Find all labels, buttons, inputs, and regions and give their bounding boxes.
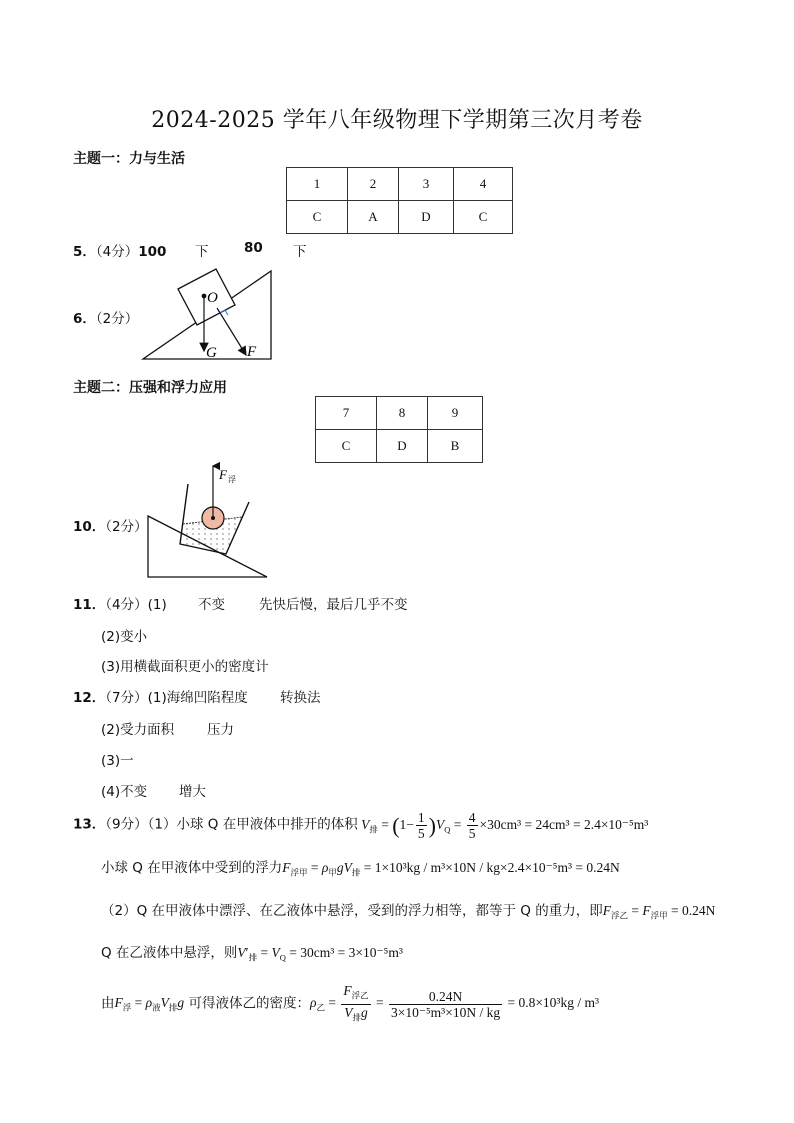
q5-number: 5． [73,244,96,260]
sub-pai: 排 [369,824,378,835]
q12-number: 12． [73,690,106,706]
answer-table-2 [315,396,483,463]
sub-q-2: Q [279,952,286,963]
q5-answer-4: 下 [293,244,307,260]
q6-score: （2分） [95,311,139,327]
sub-jia: 甲 [328,867,337,878]
sub-fuyi: 浮乙 [610,910,628,921]
table2-header: 8 [377,397,428,430]
q5-line [73,240,166,260]
label-o: O [207,290,218,306]
sub-pai-3: 排 [248,952,258,963]
page-title: 2024-2025 学年八年级物理下学期第三次月考卷 [151,108,643,133]
sub-ye: 液 [152,1002,161,1013]
q13-text-5b: 可得液体乙的密度： [188,995,310,1012]
table1-header: 3 [399,168,454,201]
table2-answer: C [316,430,377,463]
table1-answer: C [287,201,348,234]
q12-part-1: (1)海绵凹陷程度 [147,690,248,706]
q11-score: （4分） [105,597,148,613]
q11-answer-1: 不变 [198,597,225,613]
answer-table-1 [286,167,513,234]
sub-pai-4: 排 [168,1002,178,1013]
q13-eq-1: $V_排 = (1-$ $\frac{1}{5}$ )$V_Q$ = $\frac{4}{5}$ ×30cm³ = 24cm³ = 2.4×10⁻⁵m³ [361,810,649,841]
sub-fuyi-2: 浮乙 [351,990,369,1001]
q13-line-3: （2）Q 在甲液体中漂浮、在乙液体中悬浮，受到的浮力相等，都等于 Q 的重力，即$F_{浮乙} = F_{浮甲} = 0.24N$ [101,903,716,921]
q13-text-4: Q 在乙液体中悬浮，则 [101,945,238,961]
q13-eq-1-result: = 24cm³ = 2.4×10⁻⁵m³ [524,816,649,832]
q5-answer-2: 下 [195,244,209,260]
q12-answer-4b: 增大 [179,784,206,800]
q6-label [73,307,138,327]
sub-yi: 乙 [316,1002,325,1013]
q13-text-5a: 由 [101,995,115,1012]
q13-frac-num: 0.24N [389,989,502,1005]
q12-part-2: (2)受力面积 [101,722,175,738]
q5-answer-1: 100 [138,244,167,260]
table1-header: 2 [348,168,399,201]
q13-text-3: （2）Q 在甲液体中漂浮、在乙液体中悬浮，受到的浮力相等，都等于 Q 的重力，即 [101,903,603,919]
table1-header: 1 [287,168,348,201]
q13-eq-5: = 0.8×10³kg / m³ [507,995,600,1011]
q10-label [73,515,148,535]
table1-answer: A [348,201,399,234]
q13-line-2: 小球 Q 在甲液体中受到的浮力$F_{浮甲} = \rho_甲gV_排 = 1\times 10^3kg / m^3\times 10N / kg\times 2.4\times 10^{-5}m^3 = 0.24N$ [101,860,620,878]
table2-header: 7 [316,397,377,430]
table2-answer: B [428,430,483,463]
q13-line-4: Q 在乙液体中悬浮，则$V'_排 = V_Q = 30cm^3 = 3\times 10^{-5}m^3$ [101,945,403,963]
q10-score: （2分） [105,519,148,535]
label-g: G [206,345,217,361]
label-f: F [247,344,257,360]
q5-answer-3: 80 [244,240,263,256]
q13-eq-3: = 0.24N [671,903,716,918]
q12-answer-2b: 压力 [207,722,234,738]
q6-number: 6． [73,311,96,327]
q13-frac-den: 3×10⁻⁵m³×10N / kg [390,1004,501,1020]
q13-score: （9分） [105,816,148,833]
q11-number: 11． [73,597,106,613]
q11-line-1 [73,593,167,613]
q13-eq-2: = 1×10³kg / m³×10N / kg×2.4×10⁻⁵m³ = 0.24N [363,860,620,875]
table2-header: 9 [428,397,483,430]
q12-part-4: (4)不变 [101,784,148,800]
force-arrow [217,308,246,355]
table1-header: 4 [454,168,513,201]
section-heading-1: 主题一：力与生活 [73,151,185,167]
q13-text-1: （1）小球 Q 在甲液体中排开的体积 [147,816,358,833]
q12-answer-1b: 转换法 [280,690,321,706]
q6-incline-diagram [140,268,280,364]
q13-line-1 [73,810,648,841]
q13-eq-4: = 30cm³ = 3×10⁻⁵m³ [289,945,403,960]
q13-number: 13． [73,816,106,833]
q12-score: （7分） [105,690,148,706]
sub-fu: 浮 [122,1002,132,1013]
sub-pai-2: 排 [351,867,361,878]
sub-q: Q [444,824,451,835]
table2-answer: D [377,430,428,463]
q5-score: （4分） [95,244,139,260]
sub-pai-5: 排 [352,1012,361,1023]
label-f-sub: 浮 [228,475,236,484]
q11-answer-2: 先快后慢，最后几乎不变 [259,597,408,613]
q13-text-2: 小球 Q 在甲液体中受到的浮力 [101,860,283,876]
section-heading-2: 主题二：压强和浮力应用 [73,380,227,396]
sub-fujia-2: 浮甲 [650,910,668,921]
q13-line-5: 由$F_浮 = \rho_液V_排g$ 可得液体乙的密度：$\rho_乙$ = $\frac{F_{浮乙}}{V_排g}$ = $\frac{0.24N}{\text{3×10⁻⁵m³×10N / kg}}$ = 0.8×10³kg / m³ [101,983,600,1023]
q11-part-2: (2)变小 [101,629,148,645]
q11-part-3: (3)用横截面积更小的密度计 [101,659,269,675]
table1-answer: D [399,201,454,234]
q10-number: 10． [73,519,106,535]
q11-part-1: (1) [147,597,167,613]
label-f: F [219,467,227,482]
table1-answer: C [454,201,513,234]
q12-part-3: (3)一 [101,753,134,769]
q12-line-1 [73,686,248,706]
q10-beaker-diagram [143,462,273,580]
sub-fujia: 浮甲 [290,867,308,878]
